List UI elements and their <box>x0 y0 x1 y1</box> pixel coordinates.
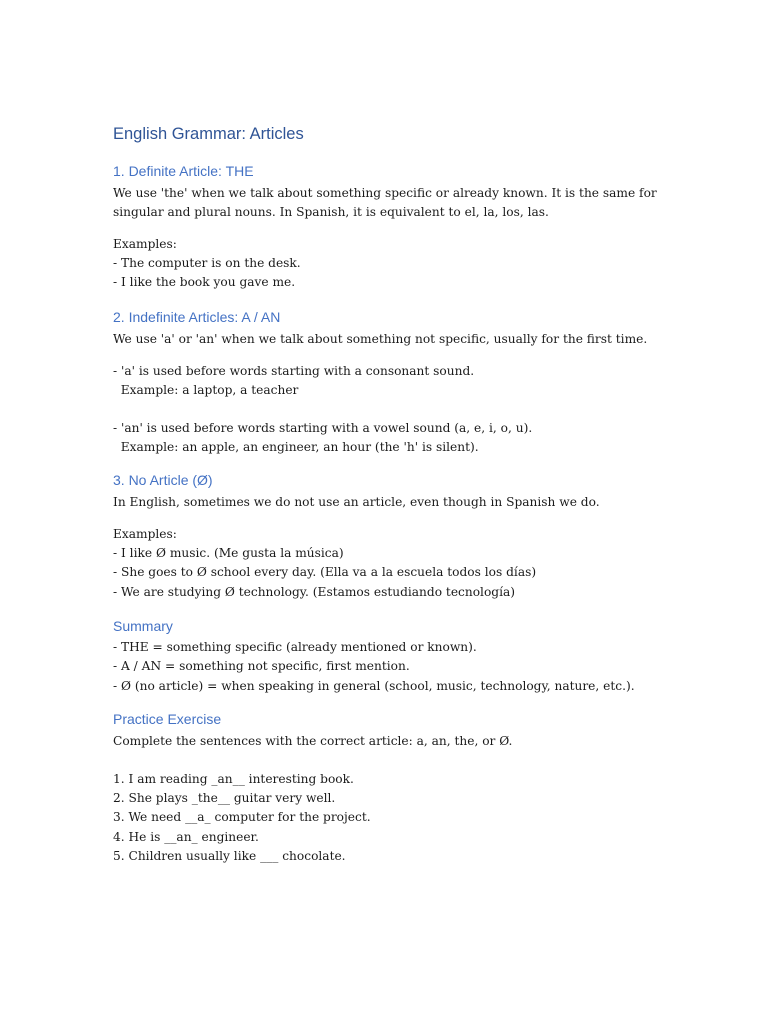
example-line: Example: a laptop, a teacher <box>113 383 299 397</box>
section-heading-no-article: 3. No Article (Ø) <box>113 472 213 488</box>
example-line: - I like Ø music. (Me gusta la música) <box>113 546 344 560</box>
paragraph-line: We use 'the' when we talk about something specific or already known. It is the same for <box>113 186 657 200</box>
exercise-item: 1. I am reading _an__ interesting book. <box>113 772 354 786</box>
exercise-instructions: Complete the sentences with the correct article: a, an, the, or Ø. <box>113 734 513 748</box>
example-line: - She goes to Ø school every day. (Ella va a la escuela todos los días) <box>113 565 537 579</box>
exercise-item: 4. He is __an_ engineer. <box>113 830 259 844</box>
exercise-item: 3. We need __a_ computer for the project. <box>113 810 371 824</box>
exercise-item: 2. She plays _the__ guitar very well. <box>113 791 336 805</box>
examples-label: Examples: <box>113 527 177 541</box>
exercise-item: 5. Children usually like ___ chocolate. <box>113 849 346 863</box>
summary-line: - Ø (no article) = when speaking in general (school, music, technology, nature, etc.). <box>113 679 635 693</box>
document-title: English Grammar: Articles <box>113 125 304 143</box>
summary-line: - THE = something specific (already mentioned or known). <box>113 640 477 654</box>
section-heading-indefinite-articles: 2. Indefinite Articles: A / AN <box>113 309 281 325</box>
example-line: Example: an apple, an engineer, an hour (the 'h' is silent). <box>113 440 479 454</box>
section-heading-practice-exercise: Practice Exercise <box>113 711 222 727</box>
example-line: - I like the book you gave me. <box>113 275 296 289</box>
paragraph-line: We use 'a' or 'an' when we talk about something not specific, usually for the first time. <box>113 332 648 346</box>
section-heading-definite-article: 1. Definite Article: THE <box>113 163 254 179</box>
summary-line: - A / AN = something not specific, first mention. <box>113 659 410 673</box>
rule-line: - 'a' is used before words starting with a consonant sound. <box>113 364 475 378</box>
rule-line: - 'an' is used before words starting with a vowel sound (a, e, i, o, u). <box>113 421 533 435</box>
paragraph-line: In English, sometimes we do not use an article, even though in Spanish we do. <box>113 495 600 509</box>
section-heading-summary: Summary <box>113 618 173 634</box>
examples-label: Examples: <box>113 237 177 251</box>
example-line: - We are studying Ø technology. (Estamos estudiando tecnología) <box>113 585 516 599</box>
example-line: - The computer is on the desk. <box>113 256 301 270</box>
paragraph-line: singular and plural nouns. In Spanish, it is equivalent to el, la, los, las. <box>113 205 549 219</box>
